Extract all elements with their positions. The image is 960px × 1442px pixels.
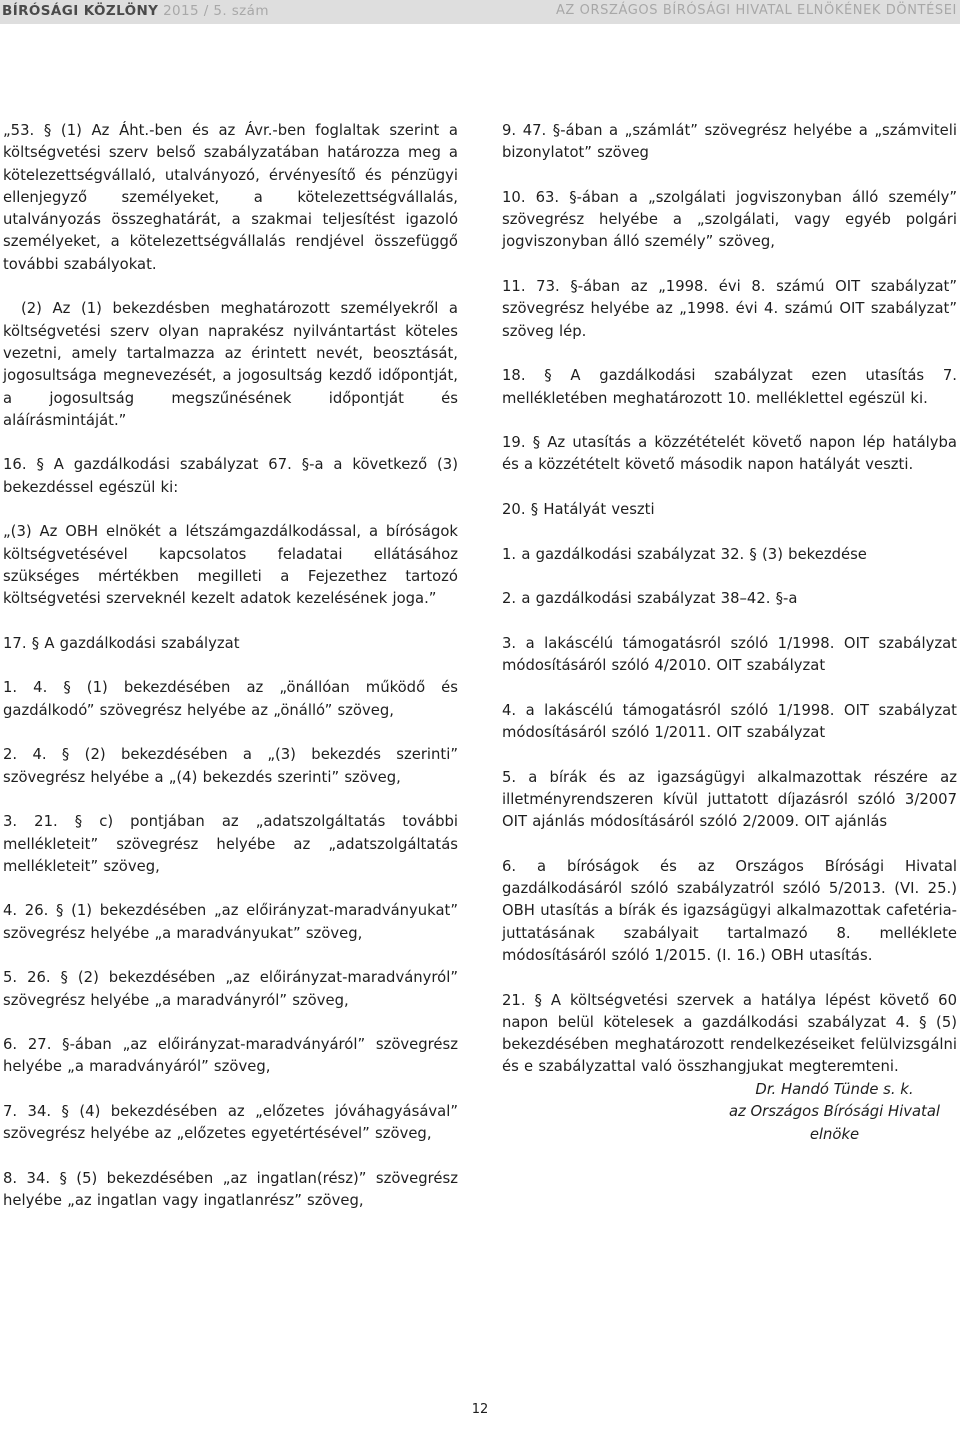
page-header	[0, 0, 960, 24]
list-item: 1. 4. § (1) bekezdésében az „önállóan működő és gazdálkodó” szövegrész helyébe az „önálló” szöveg,	[3, 679, 458, 719]
paragraph-53-1: „53. § (1) Az Áht.-ben és az Ávr.-ben foglaltak szerint a költségvetési szerv belső szabályzatában határozza meg a kötelezettségvállaló, utalványozó, érvényesítő és pénzügyi ellenjegyző személyeket, a kötelezettségvállalás, utalványozás összeghatárát, a szakmai teljesítést igazoló személyeket, a kötelezettségvállalás rendjével összefüggő további szabályokat.	[3, 122, 458, 273]
section-18: 18. § A gazdálkodási szabályzat ezen utasítás 7. mellékletében meghatározott 10. melléklettel egészül ki.	[502, 367, 957, 407]
signatory-role: elnöke	[809, 1125, 860, 1143]
publication-heading	[2, 3, 269, 19]
list-item: 11. 73. §-ában az „1998. évi 8. számú OIT szabályzat” szövegrész helyébe az „1998. évi 4. számú OIT szabályzat” szöveg lép.	[502, 278, 957, 340]
list-item: 9. 47. §-ában a „számlát” szövegrész helyébe a „számviteli bizonylatot” szöveg	[502, 122, 957, 162]
list-item: 10. 63. §-ában a „szolgálati jogviszonyban álló személy” szövegrész helyébe a „szolgálati, vagy egyéb polgári jogviszonyban álló személy” szöveg,	[502, 188, 957, 251]
right-column	[502, 120, 957, 1146]
paragraph-67-3: „(3) Az OBH elnökét a létszámgazdálkodással, a bíróságok költségvetésével kapcsolatos feladatai ellátásához szükséges mértékben megilleti a Fejezethez tartozó költségvetési szerveknél kezelt adatok kezelésének joga.”	[3, 523, 458, 608]
signatory-title: az Országos Bírósági Hivatal	[728, 1103, 941, 1121]
list-item: 2. a gazdálkodási szabályzat 38–42. §-a	[502, 590, 798, 608]
page-number: 12	[471, 1402, 489, 1417]
list-item: 8. 34. § (5) bekezdésében „az ingatlan(rész)” szövegrész helyébe „az ingatlan vagy ingatlanrész” szöveg,	[3, 1169, 458, 1210]
paragraph-53-2: (2) Az (1) bekezdésben meghatározott személyekről a költségvetési szerv olyan naprakész nyilvántartást köteles vezetni, amely tartalmazza az érintett nevét, beosztását, jogosultsága megnevezését, a jogosultság kezdő időpontját, a jogosultság megszűnésének időpontját és aláírásmintáját.”	[3, 300, 458, 429]
publication-issue: 2015 / 5. szám	[163, 3, 269, 19]
list-item: 4. a lakáscélú támogatásról szóló 1/1998. OIT szabályzat módosításáról szóló 1/2011. OIT szabályzat	[502, 701, 957, 742]
section-16: 16. § A gazdálkodási szabályzat 67. §-a a következő (3) bekezdéssel egészül ki:	[3, 456, 458, 496]
list-item: 6. 27. §-ában „az előirányzat-maradványáról” szövegrész helyébe „a maradványáról” szöveg,	[3, 1036, 458, 1076]
left-column	[3, 120, 458, 1235]
signatory-name: Dr. Handó Tünde s. k.	[755, 1081, 914, 1099]
list-item: 3. 21. § c) pontjában az „adatszolgáltatás további mellékleteit” szövegrész helyébe az „adatszolgáltatás mellékleteit” szöveg,	[3, 813, 458, 875]
list-item: 6. a bíróságok és az Országos Bírósági Hivatal gazdálkodásáról szóló szabályzatról szóló 5/2013. (VI. 25.) OBH utasítás a bírák és igazságügyi alkalmazottak cafetéria-juttatásának szabályait tartalmazó 8. melléklete módosításáról szóló 1/2015. (I. 16.) OBH utasítás.	[502, 857, 957, 964]
list-item: 3. a lakáscélú támogatásról szóló 1/1998. OIT szabályzat módosításáról szóló 4/2010. OIT szabályzat	[502, 634, 957, 675]
section-17: 17. § A gazdálkodási szabályzat	[3, 634, 240, 652]
list-item: 5. a bírák és az igazságügyi alkalmazottak részére az illetményrendszeren kívül juttatott díjazásról szóló 3/2007 OIT ajánlás módosításáról szóló 2/2009. OIT ajánlás	[502, 768, 957, 831]
list-item: 4. 26. § (1) bekezdésében „az előirányzat-maradványukat” szövegrész helyébe „a maradványukat” szöveg,	[3, 902, 458, 942]
section-20: 20. § Hatályát veszti	[502, 501, 655, 519]
publication-title: BÍRÓSÁGI KÖZLÖNY	[2, 3, 159, 19]
list-item: 7. 34. § (4) bekezdésében az „előzetes jóváhagyásával” szövegrész helyébe az „előzetes egyetértésével” szöveg,	[3, 1103, 458, 1143]
section-title: AZ ORSZÁGOS BÍRÓSÁGI HIVATAL ELNÖKÉNEK DÖNTÉSEI	[555, 3, 957, 18]
list-item: 5. 26. § (2) bekezdésében „az előirányzat-maradványról” szövegrész helyébe „a maradványról” szöveg,	[3, 969, 458, 1009]
list-item: 2. 4. § (2) bekezdésében a „(3) bekezdés szerinti” szövegrész helyébe a „(4) bekezdés szerinti” szöveg,	[3, 746, 458, 786]
signature-block	[702, 1079, 960, 1146]
section-21: 21. § A költségvetési szervek a hatálya lépést követő 60 napon belül kötelesek a gazdálkodási szabályzat 4. § (5) bekezdésében meghatározott rendelkezéseiket felülvizsgálni és e szabályzattal való összhangjukat megteremteni.	[502, 991, 957, 1076]
section-19: 19. § Az utasítás a közzétételét követő napon lép hatályba és a közzétételt követő második napon hatályát veszti.	[502, 434, 957, 474]
list-item: 1. a gazdálkodási szabályzat 32. § (3) bekezdése	[502, 545, 867, 563]
